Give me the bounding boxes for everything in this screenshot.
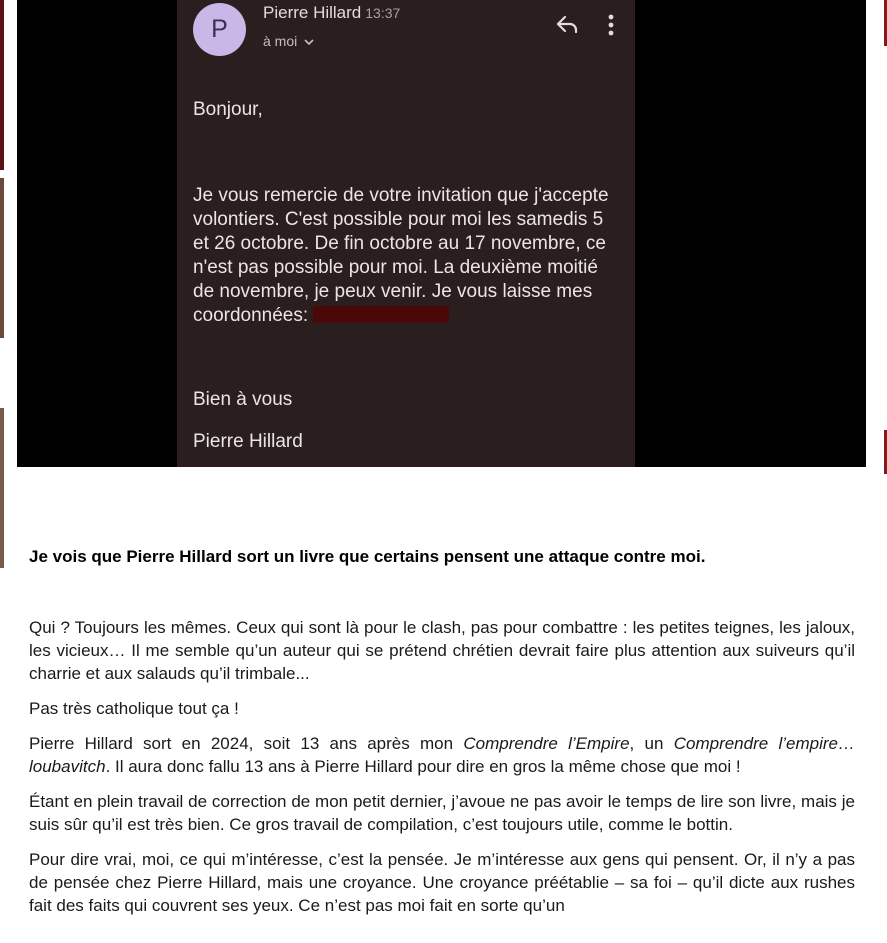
article-paragraph: Qui ? Toujours les mêmes. Ceux qui sont là pour le clash, pas pour combattre : les petites teignes, les jaloux, les vicieux… Il me semble qu’un auteur qui se prétend chrétien devrait faire plus attention aux suiveurs qu’il charrie et aux salauds qu’il trimbale... xyxy=(29,618,855,683)
book-title: Comprendre l’empire… loubavitch xyxy=(29,734,855,776)
email-view xyxy=(177,0,635,467)
sender-name: Pierre Hillard xyxy=(263,3,362,22)
email-closing: Bien à vous xyxy=(193,389,293,410)
article-paragraph: Étant en plein travail de correction de mon petit dernier, j’avoue ne pas avoir le temps de lire son livre, mais je suis sûr qu’il est très bien. Ce gros travail de compilation, c’est toujours utile, comme le bottin. xyxy=(29,792,855,834)
more-vertical-icon[interactable] xyxy=(603,12,619,38)
email-greeting: Bonjour, xyxy=(193,99,263,120)
sender-line xyxy=(263,3,400,23)
article-paragraph: Pas très catholique tout ça ! xyxy=(29,699,239,718)
email-time: 13:37 xyxy=(365,5,401,21)
article-text: Pierre Hillard sort en 2024, soit 13 ans après mon xyxy=(29,734,464,753)
article-body xyxy=(29,616,855,929)
left-edge-decoration xyxy=(0,0,4,170)
email-paragraph-text: Je vous remercie de votre invitation que j'accepte volontiers. C'est possible pour moi les samedis 5 et 26 octobre. De fin octobre au 17 novembre, ce n'est pas possible pour moi. La deuxième moitié de novembre, je peux venir. Je vous laisse mes coordonnées: xyxy=(193,185,609,326)
article-text: , un xyxy=(629,734,674,753)
email-paragraph xyxy=(193,184,623,328)
reply-icon[interactable] xyxy=(555,12,579,36)
book-title: Comprendre l’Empire xyxy=(463,734,630,753)
article-headline: Je vois que Pierre Hillard sort un livre que certains pensent une attaque contre moi. xyxy=(29,547,706,566)
avatar: P xyxy=(193,3,246,56)
article-paragraph: Pour dire vrai, moi, ce qui m’intéresse, c’est la pensée. Je m’intéresse aux gens qui pensent. Or, il n’y a pas de pensée chez Pierre Hillard, mais une croyance. Une croyance préétablie – sa foi – qu’il dicte aux rushes fait des faits qui couvrent ses yeux. Ce n’est pas moi fait en sorte qu’un xyxy=(29,850,855,915)
recipient-line[interactable] xyxy=(263,33,314,49)
left-edge-decoration xyxy=(0,408,4,568)
article-paragraph xyxy=(29,732,855,778)
email-screenshot-image xyxy=(17,0,866,467)
left-edge-decoration xyxy=(0,178,4,338)
chevron-down-icon xyxy=(304,35,314,49)
article-text: . Il aura donc fallu 13 ans à Pierre Hillard pour dire en gros la même chose que moi ! xyxy=(105,757,741,776)
recipient-label: à moi xyxy=(263,33,298,49)
email-signature: Pierre Hillard xyxy=(193,431,303,452)
redacted-contact xyxy=(313,306,449,323)
